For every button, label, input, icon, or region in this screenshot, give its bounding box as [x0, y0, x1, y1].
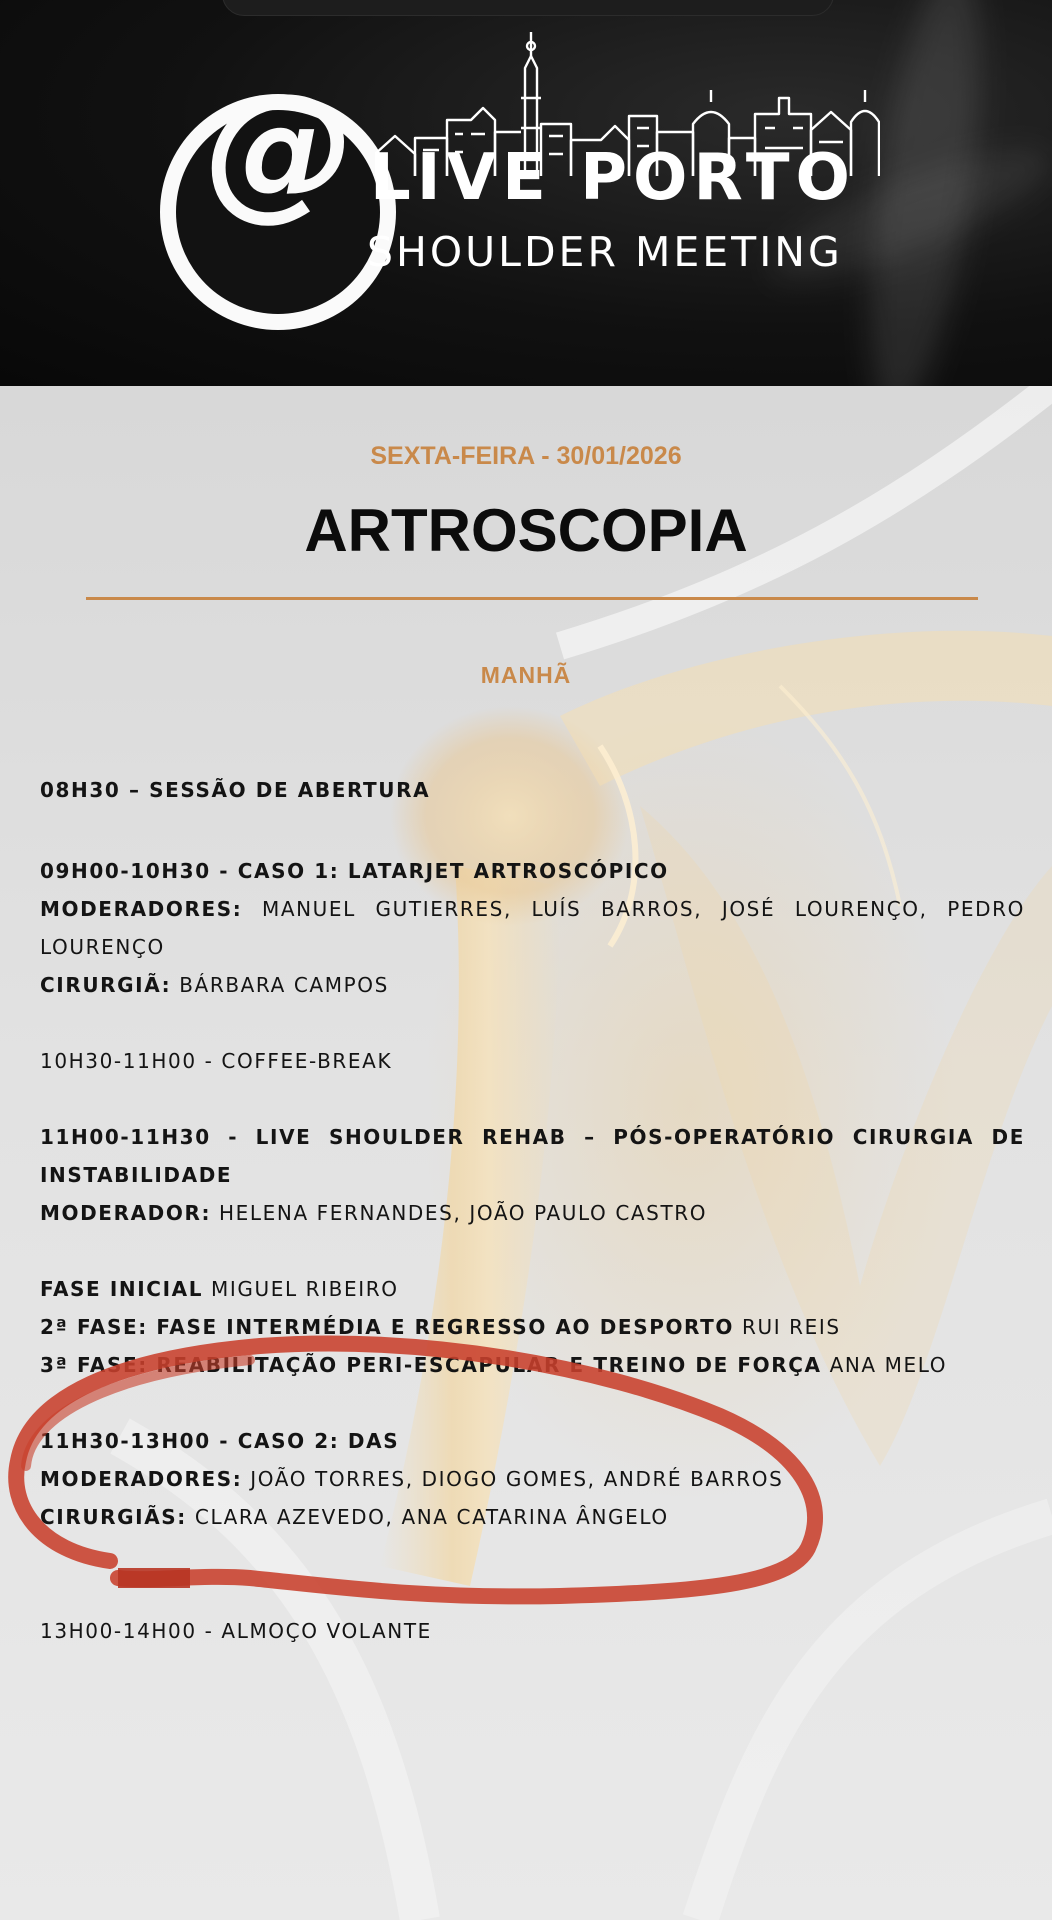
logo-title: LIVE PORTO: [370, 141, 856, 215]
rehab-phase: [40, 1270, 1025, 1308]
logo-at-symbol: @: [205, 62, 351, 236]
case2-surgeons-label: CIRURGIÃS:: [40, 1505, 187, 1529]
rehab-moderator-label: MODERADOR:: [40, 1201, 212, 1225]
rehab-moderator: [40, 1194, 1025, 1232]
event-logo[interactable]: [160, 28, 920, 338]
opening-session: 08H30 – SESSÃO DE ABERTURA: [40, 778, 431, 802]
rehab-phase-label: FASE INICIAL: [40, 1277, 204, 1301]
rehab-title: 11H00-11H30 - LIVE SHOULDER REHAB – PÓS-OPERATÓRIO CIRURGIA DE INSTABILIDADE: [40, 1125, 1025, 1187]
program-content: [0, 386, 1052, 1920]
header-banner: [0, 0, 1052, 386]
rehab-phase-speaker: MIGUEL RIBEIRO: [211, 1277, 399, 1301]
case1-title: 09H00-10H30 - CASO 1: LATARJET ARTROSCÓPICO: [40, 859, 669, 883]
browser-address-pill[interactable]: [222, 0, 834, 16]
coffee-break: 10H30-11H00 - COFFEE-BREAK: [40, 1049, 393, 1073]
case2-surgeons: [40, 1498, 1025, 1536]
case1-moderators: [40, 890, 1025, 966]
rehab-moderator-names: HELENA FERNANDES, JOÃO PAULO CASTRO: [219, 1201, 708, 1225]
rehab-phase-label: 2ª FASE: FASE INTERMÉDIA E REGRESSO AO DESPORTO: [40, 1315, 734, 1339]
title-divider: [86, 597, 978, 600]
case1-moderators-label: MODERADORES:: [40, 897, 243, 921]
rehab-phase: [40, 1308, 1025, 1346]
rehab-phase-speaker: RUI REIS: [741, 1315, 841, 1339]
page-title: ARTROSCOPIA: [304, 497, 748, 564]
case1-surgeon-name: BÁRBARA CAMPOS: [179, 973, 389, 997]
case1-surgeon-label: CIRURGIÃ:: [40, 973, 172, 997]
case2-moderators: [40, 1460, 1025, 1498]
rehab-phase-label: 3ª FASE: REABILITAÇÃO PERI-ESCAPULAR E TREINO DE FORÇA: [40, 1353, 822, 1377]
case2-title: 11H30-13H00 - CASO 2: DAS: [40, 1429, 400, 1453]
rehab-phase: [40, 1346, 1025, 1384]
period-label: MANHÃ: [480, 662, 572, 688]
rehab-phase-speaker: ANA MELO: [829, 1353, 948, 1377]
case2-moderators-label: MODERADORES:: [40, 1467, 243, 1491]
case2-moderators-names: JOÃO TORRES, DIOGO GOMES, ANDRÉ BARROS: [250, 1467, 784, 1491]
day-label: SEXTA-FEIRA - 30/01/2026: [370, 442, 682, 470]
case1-surgeon: [40, 966, 1025, 1004]
lunch-break: 13H00-14H00 - ALMOÇO VOLANTE: [40, 1619, 432, 1643]
case2-surgeons-names: CLARA AZEVEDO, ANA CATARINA ÂNGELO: [194, 1505, 669, 1529]
logo-subtitle: SHOULDER MEETING: [367, 228, 843, 276]
case1-moderators-names: MANUEL GUTIERRES, LUÍS BARROS, JOSÉ LOURENÇO, PEDRO LOURENÇO: [40, 897, 1025, 959]
